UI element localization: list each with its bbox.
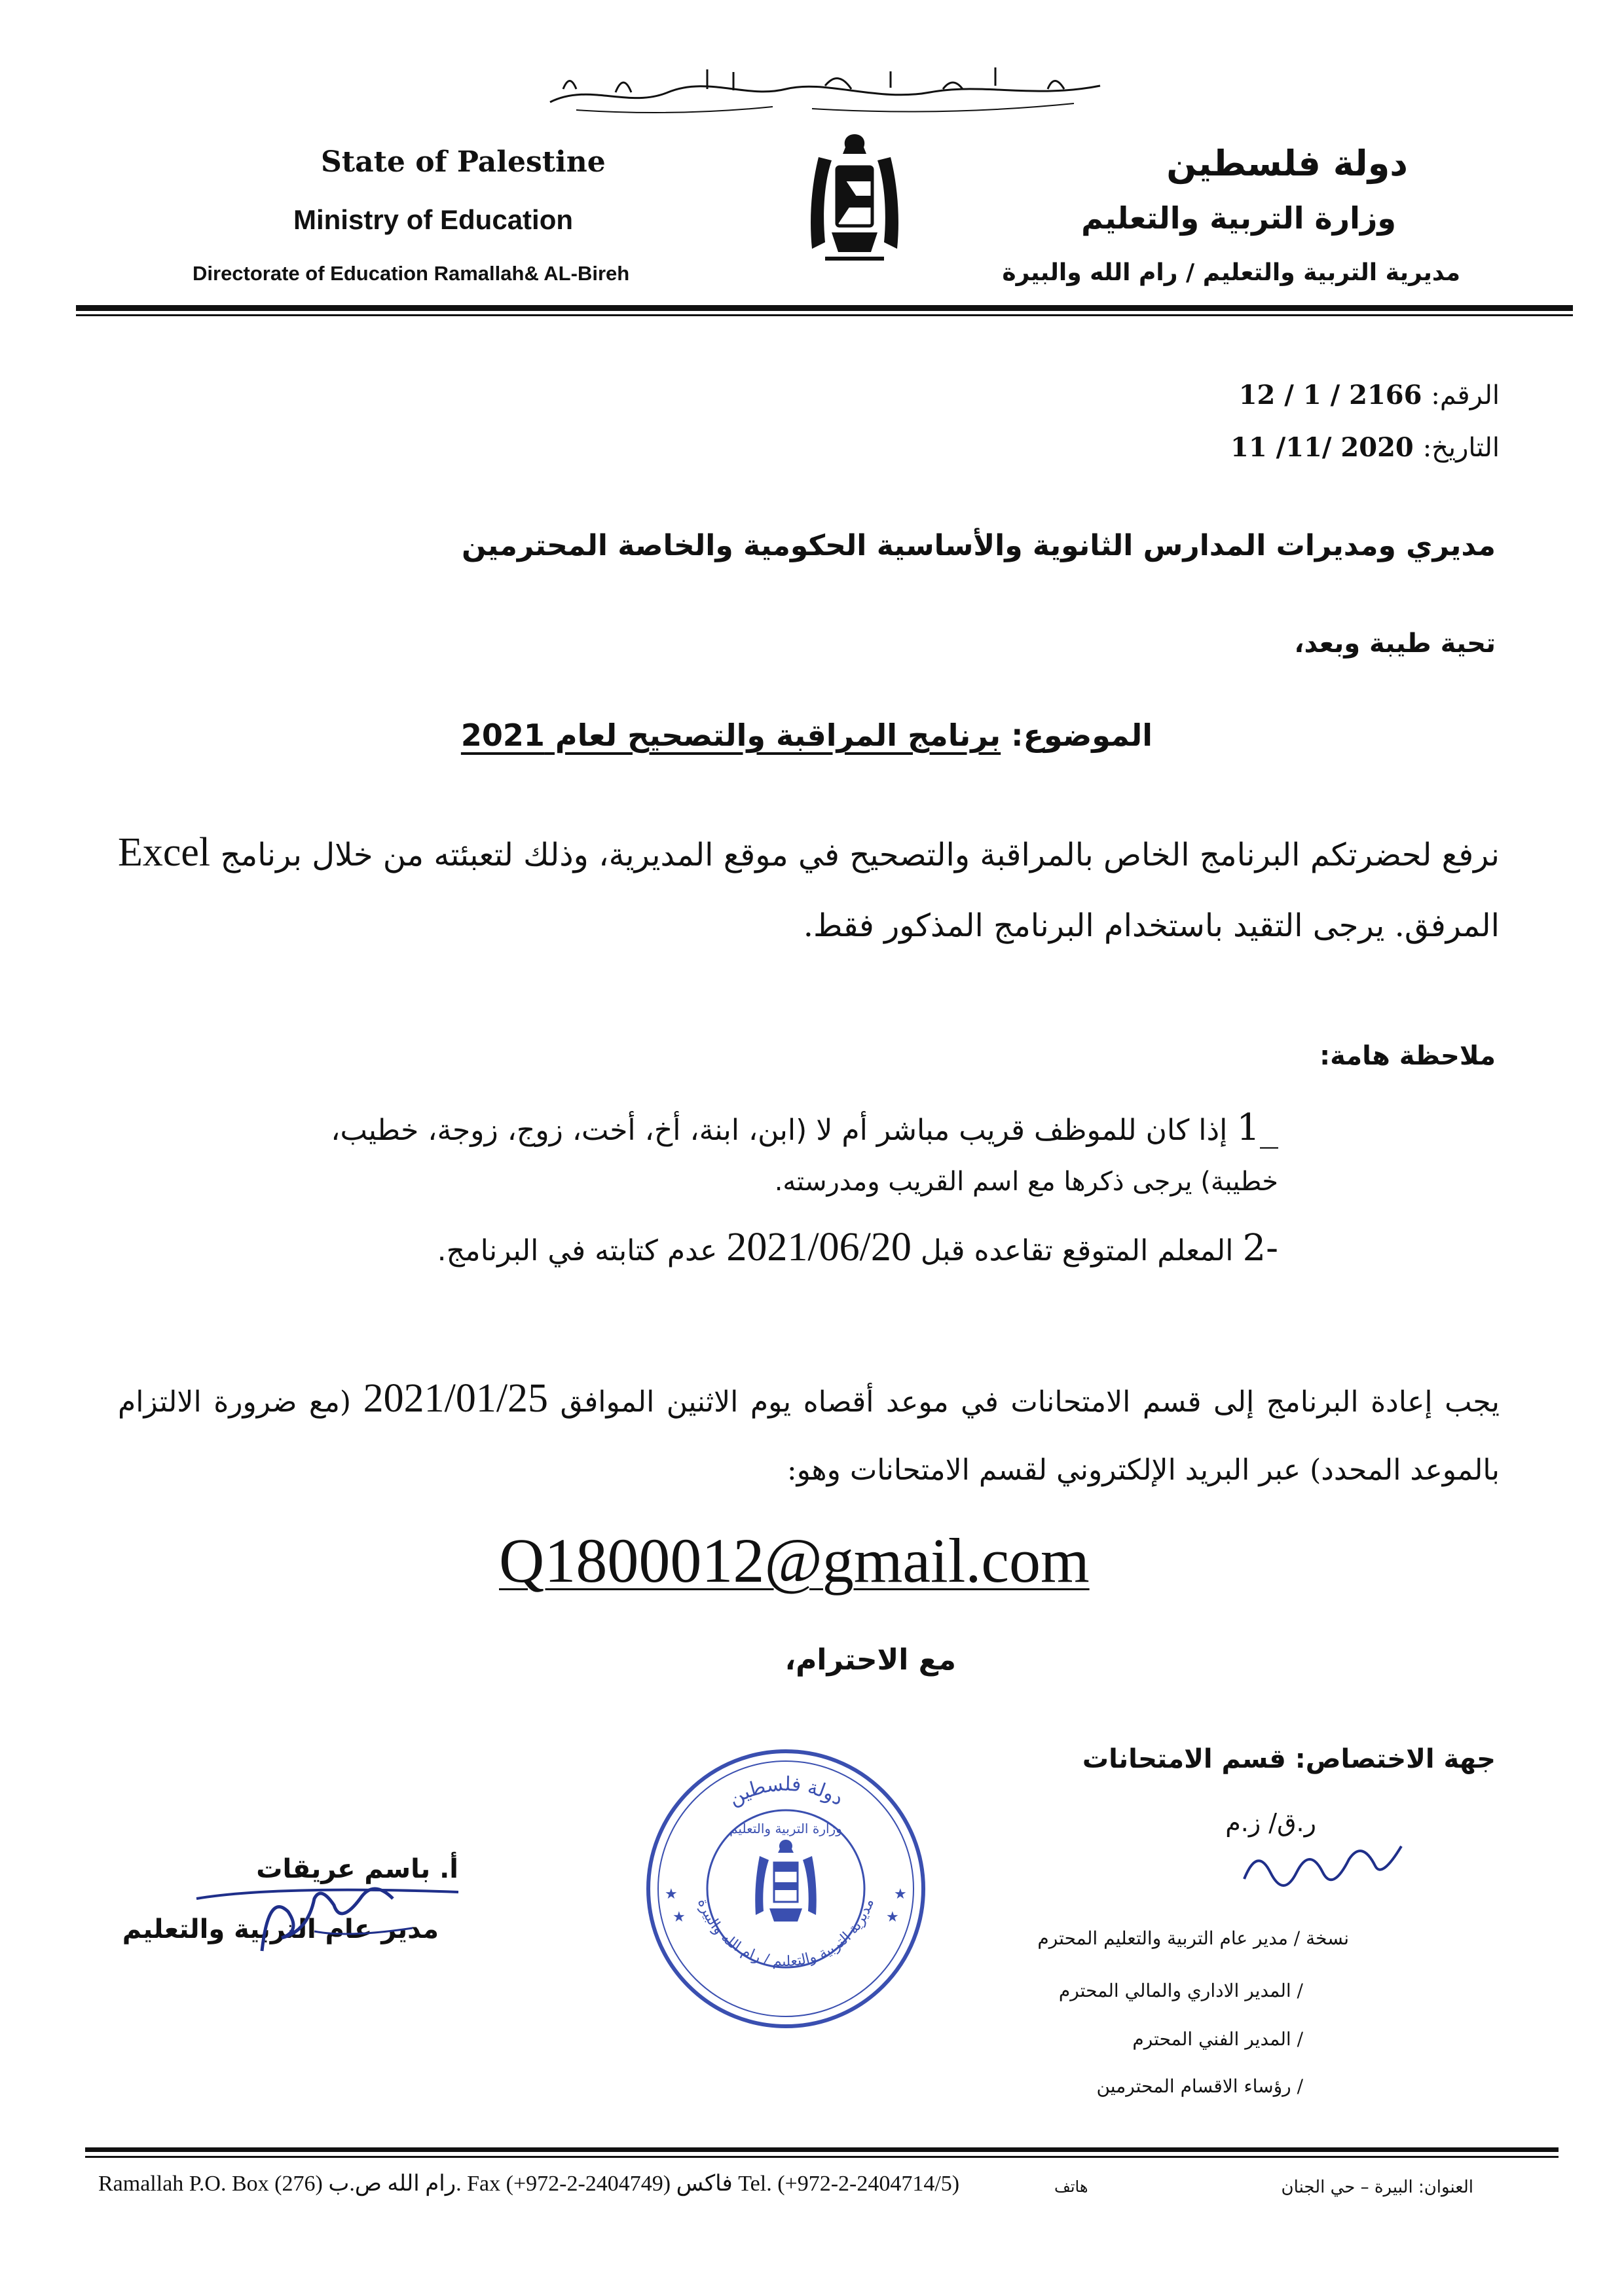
body-paragraph-1 bbox=[118, 817, 1500, 961]
en-directorate-name: Directorate of Education Ramallah& AL-Bireh bbox=[193, 262, 630, 285]
subject-line bbox=[461, 718, 1153, 753]
cc-line-3: / المدير الفني المحترم bbox=[1132, 2028, 1303, 2050]
subject-value: برنامج المراقبة والتصحيح لعام 2021 bbox=[460, 718, 1001, 753]
stamp-inner-text: وزارة التربية والتعليم bbox=[729, 1821, 842, 1836]
para1-text-a: نرفع لحضرتكم البرنامج الخاص بالمراقبة والتصحيح في موقع المديرية، وذلك لتعبئته من خلال برنامج bbox=[220, 837, 1500, 873]
footer-divider-thin bbox=[85, 2156, 1559, 2158]
note-2-number: 2- bbox=[1242, 1227, 1278, 1269]
reference-number-row bbox=[1239, 380, 1500, 410]
footer-address: العنوان: البيرة – حي الجنان bbox=[1281, 2178, 1473, 2197]
body-paragraph-2 bbox=[118, 1364, 1500, 1504]
stamp-top-text: دولة فلسطين bbox=[724, 1772, 848, 1811]
svg-text:★: ★ bbox=[886, 1909, 899, 1925]
official-stamp bbox=[638, 1741, 933, 2036]
cc-line-4: / رؤساء الاقسام المحترمين bbox=[1096, 2075, 1303, 2097]
date-value: 11 /11/ 2020 bbox=[1230, 432, 1414, 463]
signatory-name: أ. باسم عريقات bbox=[256, 1854, 458, 1884]
addressee: مديري ومديرات المدارس الثانوية والأساسية الحكومية والخاصة المحترمين bbox=[462, 529, 1496, 562]
greeting: تحية طيبة وبعد، bbox=[1294, 629, 1496, 659]
para2-text-b: (مع ضرورة الالتزام بالموعد المحدد) عبر البريد الإلكتروني لقسم الامتحانات وهو: bbox=[118, 1385, 1500, 1487]
note-2 bbox=[437, 1224, 1278, 1271]
footer-tel-label: هاتف bbox=[1054, 2178, 1088, 2196]
date-label: التاريخ: bbox=[1422, 433, 1500, 463]
reference-value: 12 / 1 / 2166 bbox=[1238, 380, 1422, 410]
note-2-text-b: عدم كتابته في البرنامج. bbox=[437, 1234, 718, 1267]
stamp-bottom-text: مديرية التربية والتعليم / رام الله والبيرة bbox=[694, 1897, 877, 1970]
svg-text:★: ★ bbox=[894, 1886, 907, 1903]
cc-line-1: نسخة / مدير عام التربية والتعليم المحترم bbox=[1037, 1927, 1349, 1949]
note-title: ملاحظة هامة: bbox=[1320, 1041, 1496, 1071]
para2-date: 2021/01/25 bbox=[363, 1376, 549, 1421]
header-divider-thin bbox=[76, 314, 1573, 316]
closing: مع الاحترام، bbox=[784, 1643, 956, 1677]
note-1-number: 1_ bbox=[1236, 1106, 1278, 1149]
en-state-name: State of Palestine bbox=[321, 145, 606, 179]
para2-text-a: يجب إعادة البرنامج إلى قسم الامتحانات في موعد أقصاه يوم الاثنين الموافق bbox=[560, 1385, 1500, 1419]
header-divider-thick bbox=[76, 305, 1573, 311]
date-row bbox=[1230, 432, 1500, 463]
svg-text:مديرية التربية والتعليم / رام bbox=[694, 1897, 877, 1970]
palestine-eagle-emblem bbox=[799, 128, 910, 272]
ar-ministry-name: وزارة التربية والتعليم bbox=[1081, 200, 1396, 236]
ar-state-name: دولة فلسطين bbox=[1166, 143, 1408, 184]
reference-label: الرقم: bbox=[1431, 380, 1500, 410]
para1-text-b: المرفق. يرجى التقيد باستخدام البرنامج المذكور فقط. bbox=[803, 907, 1500, 944]
note-1-line-1 bbox=[47, 1106, 1278, 1149]
note-1-text: إذا كان للموظف قريب مباشر أم لا (ابن، ابنة، أخ، أخت، زوج، زوجة، خطيب، bbox=[331, 1114, 1228, 1147]
initials-handwriting bbox=[1231, 1827, 1414, 1899]
email-link[interactable]: Q1800012@gmail.com bbox=[499, 1525, 1090, 1595]
ar-directorate-name: مديرية التربية والتعليم / رام الله والبيرة bbox=[1002, 259, 1460, 286]
svg-text:★: ★ bbox=[673, 1909, 686, 1925]
en-ministry-name: Ministry of Education bbox=[293, 204, 574, 235]
para1-excel: Excel bbox=[118, 830, 211, 875]
signature-handwriting bbox=[183, 1866, 471, 1964]
basmala-calligraphy bbox=[537, 63, 1113, 122]
subject-label: الموضوع: bbox=[1011, 718, 1153, 753]
note-2-text-a: المعلم المتوقع تقاعده قبل bbox=[920, 1234, 1234, 1267]
footer-divider-thick bbox=[85, 2147, 1559, 2152]
signatory-title: مدير عام التربية والتعليم bbox=[122, 1914, 439, 1944]
note-1-line-2: خطيبة) يرجى ذكرها مع اسم القريب ومدرسته. bbox=[774, 1167, 1278, 1197]
initials: ر.ق/ ز.م bbox=[1225, 1808, 1316, 1837]
svg-text:★: ★ bbox=[665, 1886, 678, 1903]
svg-text:دولة فلسطين bbox=[724, 1772, 847, 1810]
jurisdiction-line: جهة الاختصاص: قسم الامتحانات bbox=[1082, 1744, 1496, 1774]
note-2-date: 2021/06/20 bbox=[726, 1225, 912, 1269]
footer-contact: Ramallah P.O. Box (276) رام الله ص.ب. Fax (+972-2-2404749) فاكس Tel. (+972-2-2404714/5) bbox=[98, 2172, 960, 2196]
cc-line-2: / المدير الاداري والمالي المحترم bbox=[1058, 1980, 1303, 2001]
